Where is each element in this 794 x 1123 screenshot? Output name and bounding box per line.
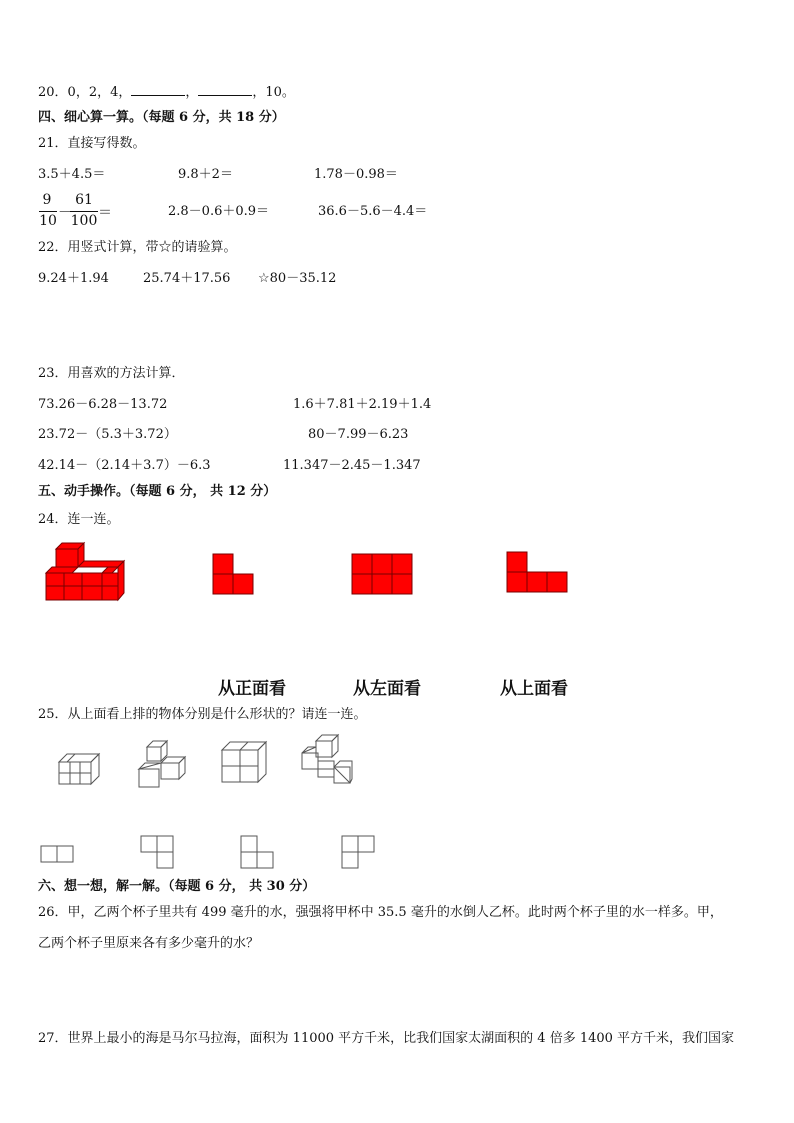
red-l-shape-view [212,553,254,595]
q22-title: 22．用竖式计算，带☆的请验算。 [38,240,237,255]
cube-object-4 [300,733,354,787]
q23-title: 23．用喜欢的方法计算． [38,366,185,381]
red-2x3-grid-view [351,553,413,595]
q21-item-3: 1.78－0.98＝ [314,167,398,182]
top-view-step-shape [240,835,276,871]
q21-item-5: 2.8－0.6＋0.9＝ [168,204,270,219]
q23-item-1: 73.26－6.28－13.72 [38,397,168,412]
section-5-heading: 五、动手操作。（每题 6 分， 共 12 分） [38,484,277,499]
q21-item-1: 3.5＋4.5＝ [38,167,106,182]
answer-blank-1[interactable] [131,84,185,96]
fraction-2-numerator: 61 [75,192,93,208]
left-view-label: 从左面看 [353,679,421,699]
fraction-equals: ＝ [98,205,112,221]
q27-line-1: 27．世界上最小的海是马尔马拉海，面积为 11000 平方千米，比我们国家太湖面积的 4 倍多 1400 平方千米，我们国家 [38,1031,735,1046]
cube-object-3 [221,740,267,784]
red-long-l-shape-view [506,551,568,593]
fraction-minus: － [58,205,72,221]
q25-title: 25．从上面看上排的物体分别是什么形状的？请连一连。 [38,707,367,722]
q23-item-3: 23.72－（5.3＋3.72） [38,427,177,442]
fraction-1-numerator: 9 [42,192,52,208]
q24-title: 24．连一连。 [38,512,120,527]
q20-end: ，10。 [252,85,295,100]
cube-object-2 [137,739,187,789]
q21-title: 21．直接写得数。 [38,136,146,151]
question-20 [38,84,295,101]
q23-item-2: 1.6＋7.81＋2.19＋1.4 [293,397,432,412]
top-view-label: 从上面看 [500,679,568,699]
q21-item-2: 9.8＋2＝ [178,167,233,182]
q21-item-6: 36.6－5.6－4.4＝ [318,204,428,219]
top-view-l-shape [140,835,176,871]
q20-text: 20．0，2，4， [38,85,132,100]
q26-line-2: 乙两个杯子里原来各有多少毫升的水？ [38,936,260,951]
section-4-heading: 四、细心算一算。（每题 6 分，共 18 分） [38,110,285,125]
fraction-2-denominator: 100 [70,213,98,229]
fraction-1-denominator: 10 [39,213,57,229]
q22-item-1: 9.24＋1.94 [38,271,109,286]
fraction-1-bar [39,211,57,212]
q22-item-2: 25.74＋17.56 [143,271,231,286]
q20-sep: ， [185,85,199,100]
q22-item-3: ☆80－35.12 [258,271,337,286]
top-view-t-shape [341,835,377,871]
section-6-heading: 六、想一想，解一解。（每题 6 分， 共 30 分） [38,879,316,894]
q23-item-4: 80－7.99－6.23 [308,427,409,442]
front-view-label: 从正面看 [218,679,286,699]
q23-item-5: 42.14－（2.14＋3.7）－6.3 [38,458,211,473]
q26-line-1: 26．甲，乙两个杯子里共有 499 毫升的水，强强将甲杯中 35.5 毫升的水倒人乙杯。此时两个杯子里的水一样多。甲， [38,905,723,920]
red-cube-stack-3d [44,543,126,603]
q23-item-6: 11.347－2.45－1.347 [283,458,421,473]
top-view-1x2 [40,845,76,863]
fraction-2-bar [70,211,98,212]
cube-object-1 [58,752,100,786]
answer-blank-2[interactable] [198,84,252,96]
